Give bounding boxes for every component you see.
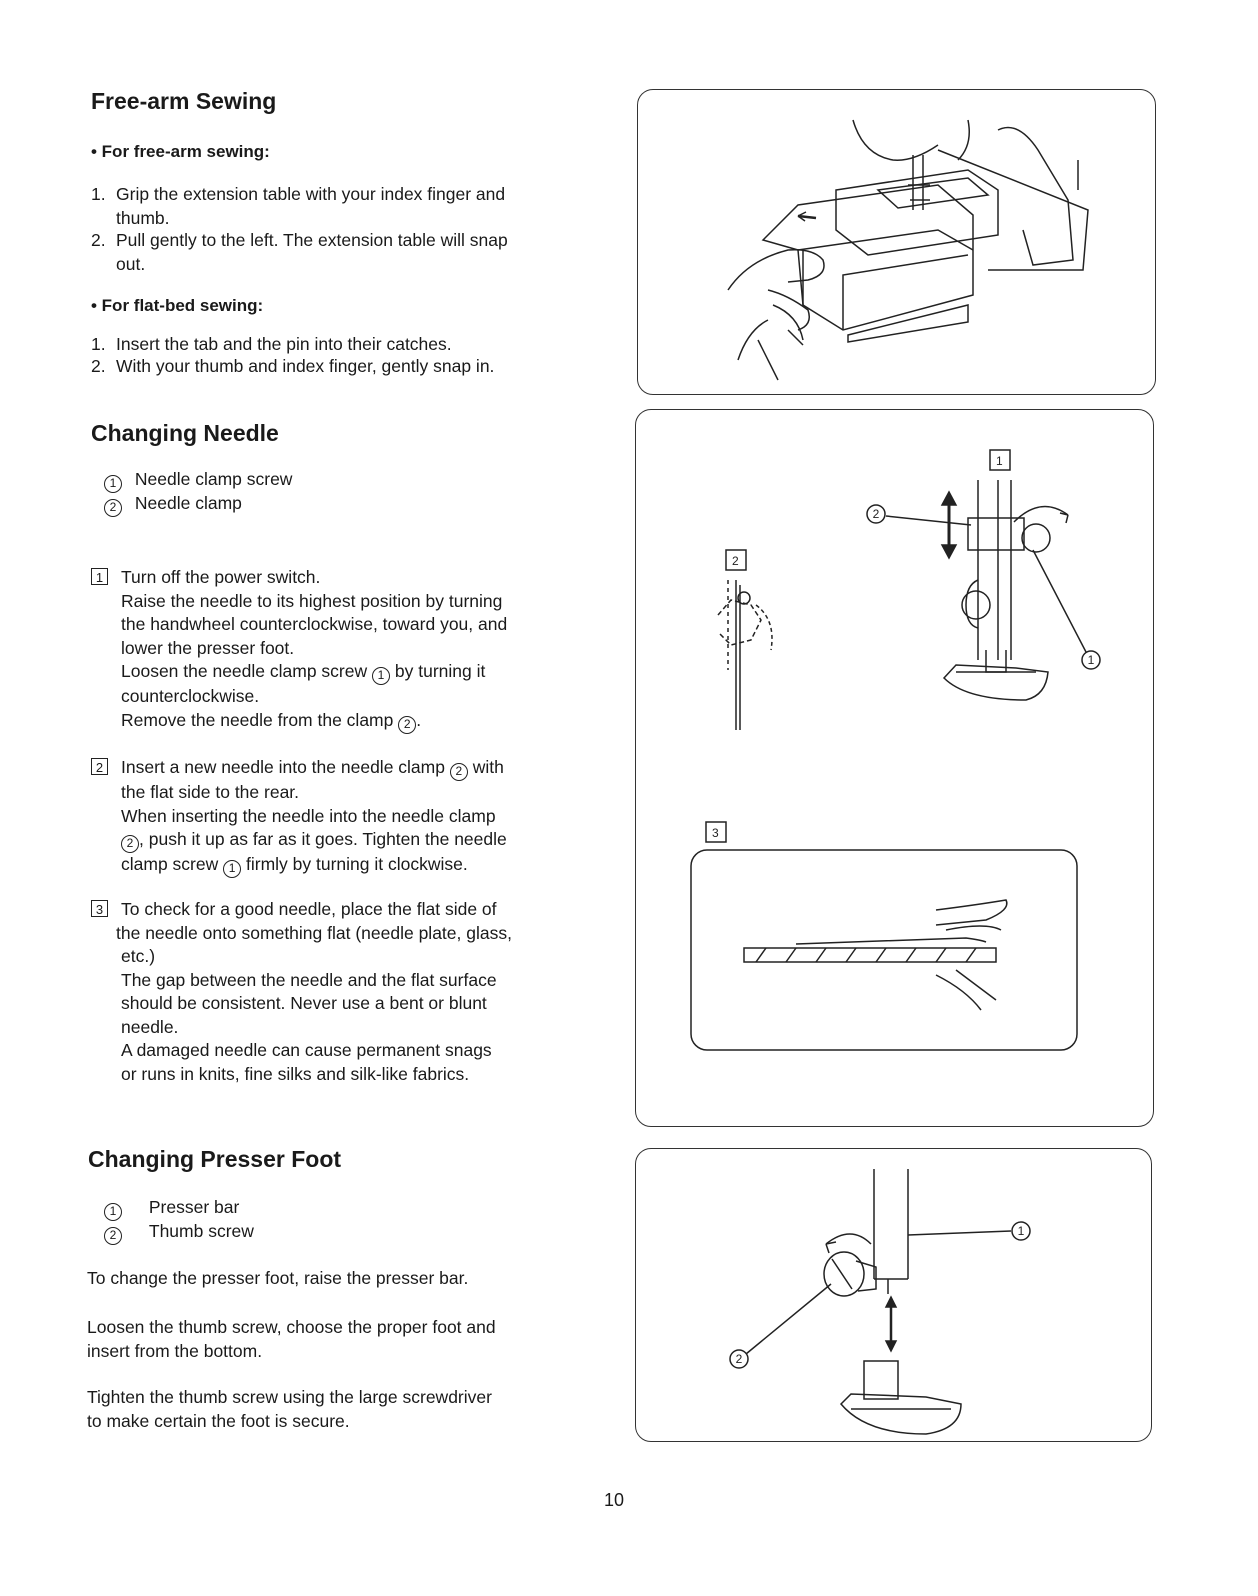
presser-legend-1 [104, 1196, 239, 1221]
step-line: Remove the needle from the clamp [121, 709, 394, 730]
legend-text: Needle clamp screw [134, 469, 293, 489]
callout-2-marker: 2 [450, 763, 468, 781]
changing-presser-foot-heading: Changing Presser Foot [88, 1146, 342, 1172]
figure-callout-2: 2 [872, 507, 880, 521]
step-line: the handwheel counterclockwise, toward you, and [121, 614, 508, 634]
needle-legend-2 [104, 492, 242, 517]
step-line: the needle onto something flat (needle plate, glass, [116, 922, 512, 943]
callout-1-marker: 1 [104, 1203, 122, 1221]
step-text: With your thumb and index finger, gently snap in. [116, 356, 495, 376]
step-line: needle. [121, 1016, 179, 1037]
step-number: 1. [91, 334, 106, 354]
step-line: Turn off the power switch. [121, 567, 321, 587]
presser-foot-drawing [636, 1149, 1153, 1443]
legend-text: Presser bar [148, 1197, 240, 1217]
needle-legend-1 [104, 468, 292, 493]
figure-callout-2: 2 [735, 1352, 743, 1366]
step-text: Grip the extension table with your index finger and thumb. [116, 184, 506, 228]
step-line: counterclockwise. [121, 686, 260, 706]
step-line: Insert a new needle into the needle clamp [121, 757, 445, 777]
step-line: Raise the needle to its highest position by turning [121, 590, 503, 611]
step-line: the flat side to the rear. [121, 782, 300, 802]
callout-1-marker: 1 [372, 667, 390, 685]
free-arm-illustration [637, 89, 1156, 395]
changing-needle-heading: Changing Needle [91, 420, 279, 446]
legend-text: Needle clamp [134, 493, 242, 513]
page-number: 10 [604, 1490, 625, 1510]
presser-paragraph-3: Tighten the thumb screw using the large screwdriver to make certain the foot is secure. [87, 1387, 492, 1431]
step-line: or runs in knits, fine silks and silk-like fabrics. [121, 1063, 470, 1084]
step-line: When inserting the needle into the needle clamp [121, 805, 496, 826]
free-arm-drawing [638, 90, 1157, 396]
step-line: by turning it [394, 661, 486, 681]
step-text: Insert the tab and the pin into their catches. [116, 334, 452, 354]
step-line: The gap between the needle and the flat surface [121, 969, 497, 990]
step-number: 1. [91, 184, 106, 204]
step-line: should be consistent. Never use a bent or blunt [121, 993, 487, 1013]
callout-2-marker: 2 [121, 835, 139, 853]
figure-box-3-label: 3 [712, 826, 719, 840]
flat-bed-subheading: • For flat-bed sewing: [91, 296, 264, 315]
changing-needle-drawing [636, 410, 1155, 1128]
presser-paragraph-2: Loosen the thumb screw, choose the proper foot and insert from the bottom. [87, 1317, 496, 1361]
step-number: 2. [91, 356, 106, 376]
step-line: etc.) [121, 946, 156, 966]
presser-legend-2 [104, 1220, 254, 1245]
callout-1-marker: 1 [104, 475, 122, 493]
step-line: A damaged needle can cause permanent snags [121, 1040, 492, 1060]
step-line: , push it up as far as it goes. Tighten the needle [139, 829, 507, 849]
step-line: clamp screw [121, 854, 219, 874]
step-line: with [472, 757, 504, 777]
step-line: Loosen the needle clamp screw [121, 661, 368, 681]
changing-needle-illustration [635, 409, 1154, 1127]
step-line: lower the presser foot. [121, 637, 295, 658]
presser-foot-illustration [635, 1148, 1152, 1442]
step-3-box: 3 [91, 900, 108, 917]
free-arm-subheading: • For free-arm sewing: [91, 142, 270, 161]
presser-paragraph-1: To change the presser foot, raise the presser bar. [87, 1268, 469, 1288]
figure-box-1-label: 1 [996, 454, 1003, 468]
figure-callout-1: 1 [1087, 653, 1095, 667]
callout-2-marker: 2 [104, 499, 122, 517]
callout-1-marker: 1 [223, 860, 241, 878]
callout-2-marker: 2 [398, 716, 416, 734]
legend-text: Thumb screw [148, 1221, 254, 1241]
callout-2-marker: 2 [104, 1227, 122, 1245]
figure-callout-1: 1 [1017, 1224, 1025, 1238]
step-text: Pull gently to the left. The extension table will snap out. [116, 230, 508, 274]
free-arm-heading: Free-arm Sewing [91, 88, 277, 114]
figure-box-2-label: 2 [732, 554, 739, 568]
step-1-box: 1 [91, 568, 108, 585]
step-line: firmly by turning it clockwise. [246, 854, 468, 874]
step-line: To check for a good needle, place the flat side of [121, 899, 497, 919]
step-number: 2. [91, 230, 106, 250]
step-2-box: 2 [91, 758, 108, 775]
